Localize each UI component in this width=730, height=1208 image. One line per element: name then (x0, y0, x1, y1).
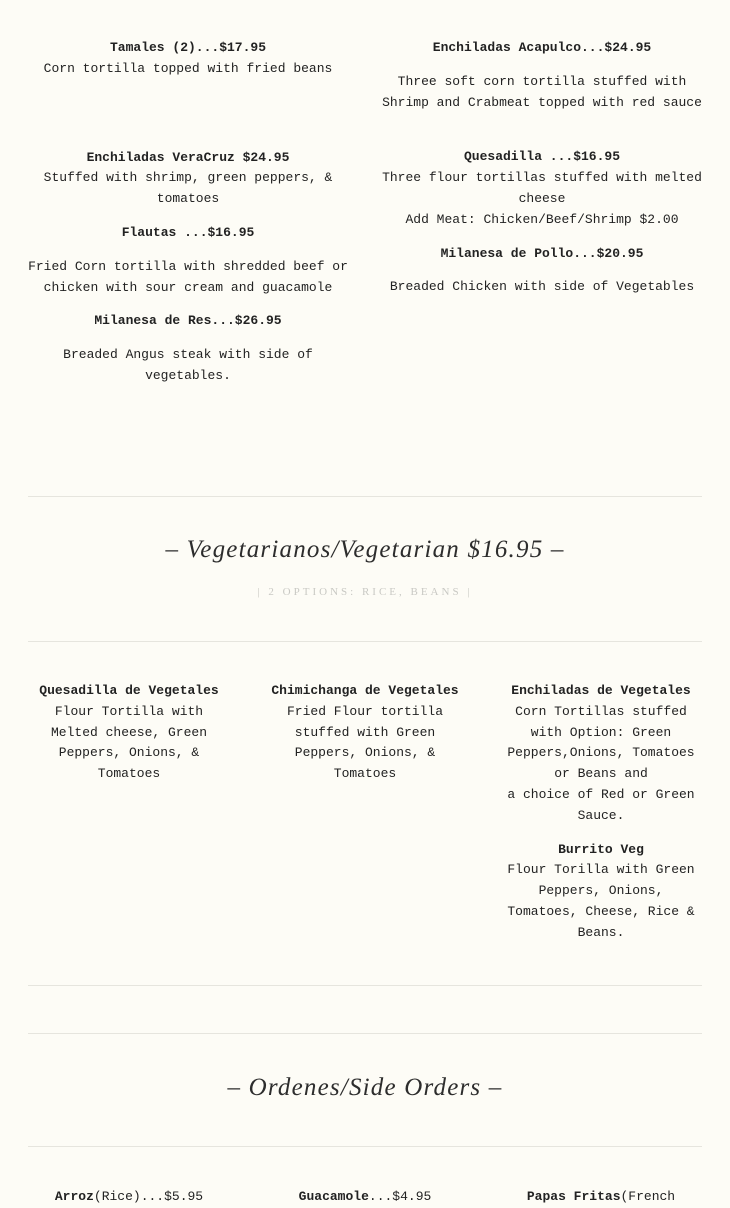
divider (28, 496, 702, 497)
menu-item-name: Quesadilla de Vegetales (39, 683, 219, 698)
menu-item-name: Milanesa de Pollo...$20.95 (440, 245, 644, 261)
menu-item-description-2: a choice of Red or Green Sauce. (507, 786, 695, 823)
menu-item (28, 223, 348, 298)
menu-item (504, 840, 698, 944)
side-item-name: Arroz (54, 1189, 94, 1204)
menu-item (28, 38, 348, 80)
menu-item-description: Three flour tortillas stuffed with melted cheese (382, 170, 702, 206)
side-item-price: (French (620, 1189, 676, 1204)
side-item-name: Papas Fritas (526, 1189, 621, 1204)
divider (28, 641, 702, 642)
menu-item-description: Fried Flour tortilla stuffed with Green Peppers, Onions, & Tomatoes (286, 703, 444, 782)
menu-item-description: Corn tortilla topped with fried beans (43, 60, 333, 76)
veg-column-1 (34, 681, 224, 785)
menu-item-description: Flour Tortilla with Melted cheese, Green Peppers, Onions, & Tomatoes (50, 703, 208, 782)
menu-column-right (382, 38, 702, 298)
menu-item (28, 148, 348, 210)
menu-item (504, 681, 698, 827)
menu-item (34, 681, 224, 785)
menu-item (382, 244, 702, 299)
menu-item-description: Corn Tortillas stuffed with Option: Green Peppers,Onions, Tomatoes or Beans and (507, 703, 695, 782)
menu-item-description: Breaded Chicken with side of Vegetables (389, 279, 695, 295)
section-title-sides: – Ordenes/Side Orders – (227, 1074, 503, 1101)
menu-item-name: Milanesa de Res...$26.95 (94, 313, 282, 329)
menu-item-name: Tamales (2)...$17.95 (109, 40, 267, 55)
menu-item-name: Burrito Veg (558, 841, 644, 857)
menu-item-name: Flautas ...$16.95 (121, 224, 255, 240)
menu-item-description: Stuffed with shrimp, green peppers, & tomatoes (43, 170, 333, 207)
divider (28, 1033, 702, 1034)
menu-item-name: Chimichanga de Vegetales (271, 683, 459, 698)
menu-column-left (28, 38, 348, 387)
divider (28, 985, 702, 986)
section-title-vegetarian: – Vegetarianos/Vegetarian $16.95 – (165, 536, 565, 563)
side-item-price: ...$4.95 (368, 1189, 432, 1204)
veg-column-2 (268, 681, 462, 785)
menu-item-name: Quesadilla ...$16.95 (463, 149, 621, 165)
veg-column-3 (504, 681, 698, 944)
menu-item (28, 311, 348, 386)
side-item-name: Guacamole (298, 1189, 369, 1204)
menu-item-name: Enchiladas VeraCruz $24.95 (86, 149, 290, 165)
menu-item-description: Flour Torilla with Green Peppers, Onions, Tomatoes, Cheese, Rice & Beans. (507, 862, 695, 940)
menu-item-description: Fried Corn tortilla with shredded beef or chicken with sour cream and guacamole (28, 258, 348, 295)
menu-item-name: Enchiladas Acapulco...$24.95 (432, 40, 652, 55)
menu-item (382, 147, 702, 230)
menu-item (382, 38, 702, 113)
divider (28, 1146, 702, 1147)
side-item-price: (Rice)...$5.95 (93, 1189, 204, 1204)
menu-item-extra: Add Meat: Chicken/Beef/Shrimp $2.00 (405, 211, 679, 227)
section-subtitle-vegetarian: | 2 OPTIONS: RICE, BEANS | (257, 586, 473, 598)
cropped-heading-fragment (80, 0, 300, 2)
menu-item (268, 681, 462, 785)
menu-item-name: Enchiladas de Vegetales (511, 683, 691, 698)
menu-item-description: Breaded Angus steak with side of vegetables. (63, 347, 313, 383)
menu-item-description: Three soft corn tortilla stuffed with Shrimp and Crabmeat topped with red sauce (382, 73, 702, 110)
